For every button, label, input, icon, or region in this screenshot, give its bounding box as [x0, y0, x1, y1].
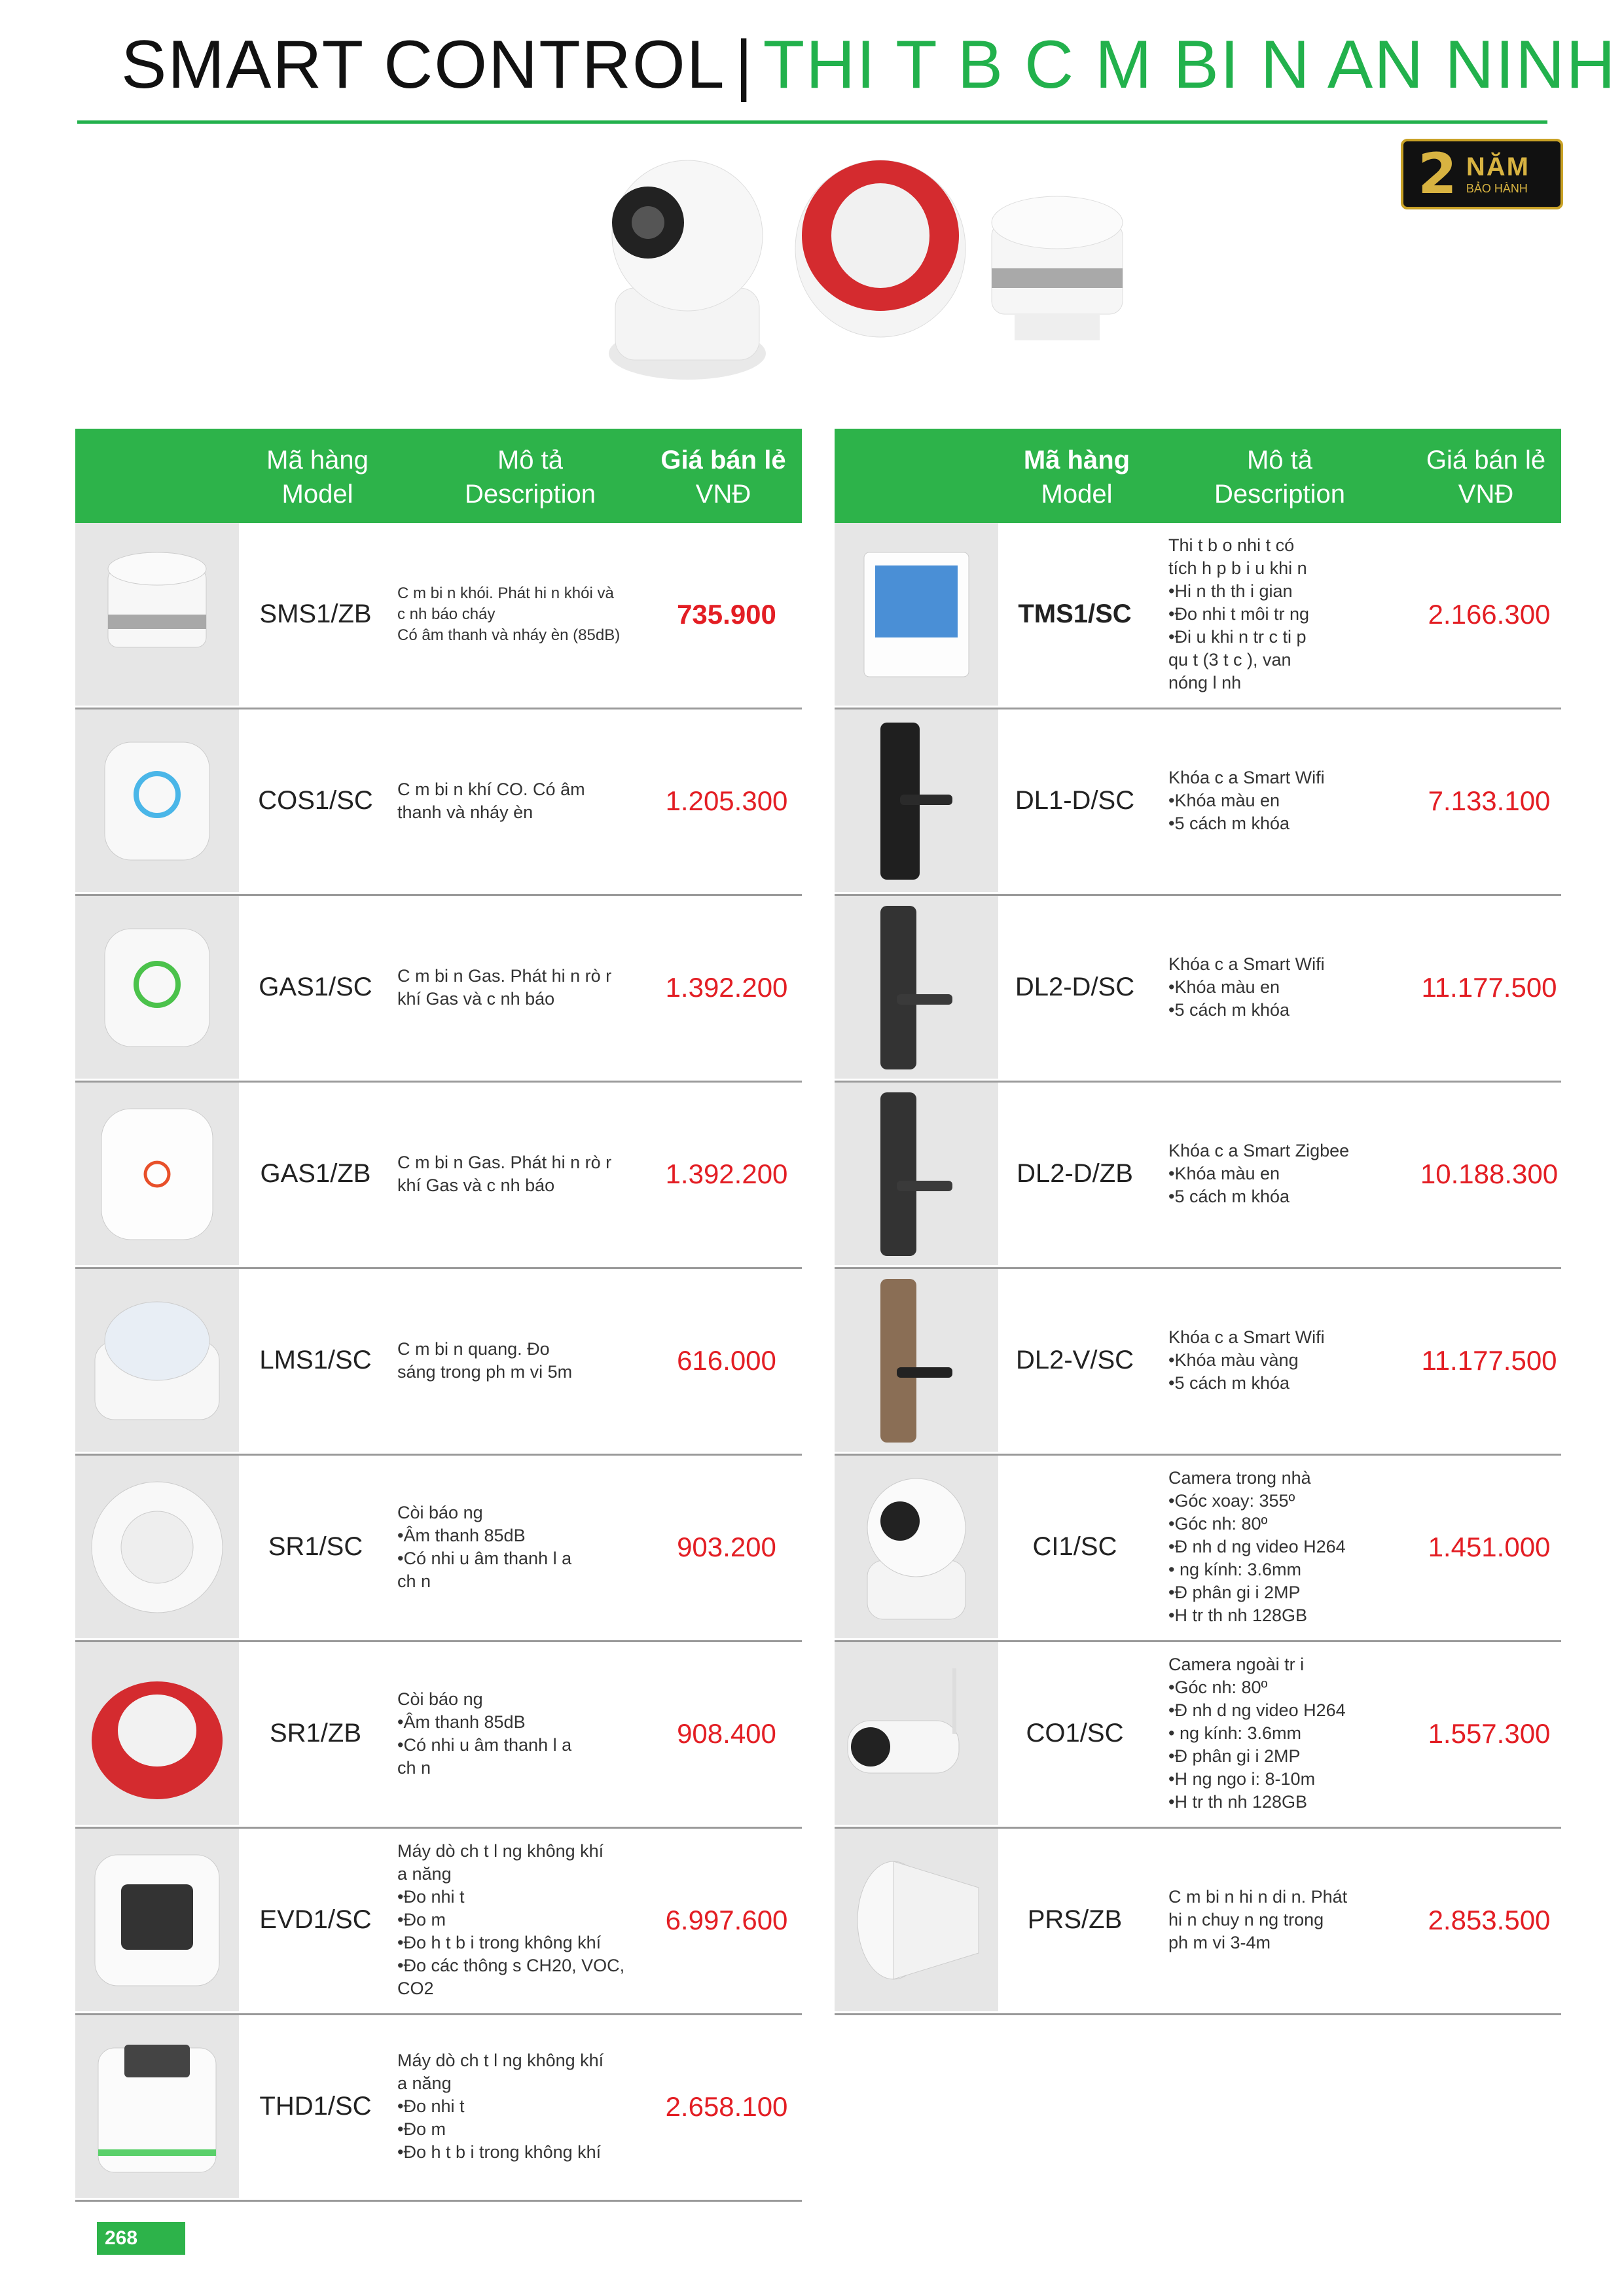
table-row	[75, 1083, 802, 1269]
door-lock-zigbee-icon	[835, 1083, 998, 1265]
product-code: EVD1/SC	[259, 1905, 372, 1934]
header-description: Mô tả Description	[464, 446, 596, 509]
table-row	[835, 523, 1561, 709]
table-row	[835, 1642, 1561, 1829]
product-table-left	[75, 429, 802, 2202]
product-description: Còi báo ng •Âm thanh 85dB •Có nhi u âm thanh l a ch n	[397, 1689, 572, 1778]
product-code: THD1/SC	[259, 2092, 372, 2121]
product-price: 903.200	[677, 1531, 776, 1562]
product-table-right	[835, 429, 1561, 2015]
title-divider	[77, 120, 1547, 124]
product-description: Còi báo ng •Âm thanh 85dB •Có nhi u âm thanh l a ch n	[397, 1502, 572, 1591]
warranty-line1: NĂM	[1466, 152, 1530, 181]
thermostat-icon	[835, 523, 998, 706]
product-price: 1.392.200	[665, 1158, 788, 1189]
table-row	[835, 1269, 1561, 1456]
product-description: Máy dò ch t l ng không khí a năng •Đo nhi t •Đo m •Đo h t b i trong không khí •Đo các thông s CH20, VOC, CO2	[397, 1841, 625, 1998]
product-code: DL2-D/SC	[1015, 973, 1135, 1001]
product-price: 1.392.200	[665, 971, 788, 1003]
product-description: Khóa c a Smart Wifi •Khóa màu en •5 cách m khóa	[1168, 954, 1325, 1020]
table-row	[75, 1456, 802, 1642]
air-monitor-icon	[75, 2015, 239, 2198]
title-separator: |	[734, 27, 754, 103]
product-price: 1.451.000	[1428, 1531, 1551, 1562]
smoke-sensor-icon	[75, 523, 239, 706]
product-description: C m bi n khói. Phát hi n khói và c nh báo cháy Có âm thanh và nháy èn (85dB)	[397, 584, 621, 644]
product-description: Camera trong nhà •Góc xoay: 355º •Góc nh: 80º •Đ nh d ng video H264 • ng kính: 3.6mm •Đ phân gi i 2MP •H tr th nh 128GB	[1168, 1468, 1346, 1625]
header-model: Mã hàng Model	[266, 446, 369, 509]
product-code: PRS/ZB	[1027, 1905, 1123, 1934]
product-code: SR1/ZB	[269, 1719, 362, 1748]
product-code: TMS1/SC	[1018, 600, 1132, 628]
product-description: Camera ngoài tr i •Góc nh: 80º •Đ nh d ng video H264 • ng kính: 3.6mm •Đ phân gi i 2MP •H ng ngo i: 8-10m •H tr th nh 128GB	[1168, 1655, 1346, 1812]
table-row	[75, 523, 802, 709]
product-code: COS1/SC	[258, 786, 373, 815]
product-price: 1.205.300	[665, 785, 788, 816]
product-price: 1.557.300	[1428, 1717, 1551, 1749]
header-description: Mô tả Description	[1214, 446, 1346, 509]
light-sensor-icon	[75, 1269, 239, 1452]
table-row	[835, 1083, 1561, 1269]
table-row	[835, 709, 1561, 896]
header-price: Giá bán lẻ VNĐ	[660, 446, 786, 509]
product-price: 6.997.600	[665, 1904, 788, 1935]
door-lock-icon	[835, 709, 998, 892]
product-description: Khóa c a Smart Zigbee •Khóa màu en •5 cách m khóa	[1168, 1141, 1350, 1206]
table-row	[75, 2015, 802, 2202]
product-price: 616.000	[677, 1344, 776, 1376]
title-brand: SMART CONTROL	[121, 27, 726, 103]
door-lock-handle-icon	[835, 896, 998, 1079]
page-title	[121, 26, 1617, 104]
co-sensor-icon	[75, 709, 239, 892]
product-description: Khóa c a Smart Wifi •Khóa màu en •5 cách m khóa	[1168, 768, 1325, 833]
presence-sensor-icon	[835, 1829, 998, 2011]
door-lock-gold-icon	[835, 1269, 998, 1452]
product-code: SR1/SC	[268, 1532, 363, 1561]
product-code: DL2-D/ZB	[1017, 1159, 1133, 1188]
product-price: 11.177.500	[1421, 1344, 1557, 1376]
gas-sensor-icon	[75, 896, 239, 1079]
product-code: GAS1/SC	[259, 973, 372, 1001]
product-code: DL1-D/SC	[1015, 786, 1135, 815]
product-price: 7.133.100	[1428, 785, 1551, 816]
table-row	[75, 1642, 802, 1829]
warranty-years: 2	[1418, 141, 1457, 207]
table-row	[75, 709, 802, 896]
page-number: 268	[97, 2222, 185, 2255]
product-price: 2.166.300	[1428, 598, 1551, 630]
product-code: SMS1/ZB	[259, 600, 372, 628]
siren-icon	[75, 1456, 239, 1638]
product-description: C m bi n Gas. Phát hi n rò r khí Gas và c nh báo	[397, 965, 612, 1009]
header-price: Giá bán lẻ VNĐ	[1426, 446, 1546, 509]
product-price: 735.900	[677, 598, 776, 630]
warranty-badge	[1401, 139, 1563, 209]
product-description: C m bi n khí CO. Có âm thanh và nháy èn	[397, 779, 585, 822]
table-row	[75, 1829, 802, 2015]
table-row	[835, 1456, 1561, 1642]
product-code: DL2-V/SC	[1015, 1346, 1134, 1374]
product-description: C m bi n Gas. Phát hi n rò r khí Gas và c nh báo	[397, 1152, 612, 1195]
product-code: GAS1/ZB	[260, 1159, 371, 1188]
product-code: LMS1/SC	[259, 1346, 372, 1374]
outdoor-camera-icon	[835, 1642, 998, 1825]
siren-red-icon	[75, 1642, 239, 1825]
product-description: Máy dò ch t l ng không khí a năng •Đo nhi t •Đo m •Đo h t b i trong không khí	[397, 2051, 604, 2162]
product-description: Thi t b o nhi t có tích h p b i u khi n •Hi n th th i gian •Đo nhi t môi tr ng •Đi u khi n tr c ti p qu t (3 t c ), van nóng l nh	[1168, 535, 1310, 692]
title-category: THI T B C M BI N AN NINH	[763, 27, 1617, 103]
product-price: 10.188.300	[1420, 1158, 1559, 1189]
product-description: Khóa c a Smart Wifi •Khóa màu vàng •5 cách m khóa	[1168, 1327, 1325, 1393]
table-row	[75, 1269, 802, 1456]
table-header	[835, 429, 1561, 523]
table-header	[75, 429, 802, 523]
product-price: 11.177.500	[1421, 971, 1557, 1003]
air-quality-icon	[75, 1829, 239, 2011]
table-row	[835, 1829, 1561, 2015]
header-model: Mã hàng Model	[1023, 446, 1130, 509]
product-price: 908.400	[677, 1717, 776, 1749]
product-price: 2.853.500	[1428, 1904, 1551, 1935]
table-row	[75, 896, 802, 1083]
table-row	[835, 896, 1561, 1083]
product-code: CI1/SC	[1032, 1532, 1117, 1561]
product-code: CO1/SC	[1026, 1719, 1124, 1748]
product-description: C m bi n hi n di n. Phát hi n chuy n ng trong ph m vi 3-4m	[1168, 1887, 1348, 1952]
product-description: C m bi n quang. Đo sáng trong ph m vi 5m	[397, 1338, 573, 1382]
warranty-line2: BẢO HÀNH	[1466, 182, 1528, 195]
indoor-camera-icon	[835, 1456, 998, 1638]
hero-product-image	[589, 137, 1178, 399]
gas-sensor-zb-icon	[75, 1083, 239, 1265]
product-price: 2.658.100	[665, 2090, 788, 2122]
